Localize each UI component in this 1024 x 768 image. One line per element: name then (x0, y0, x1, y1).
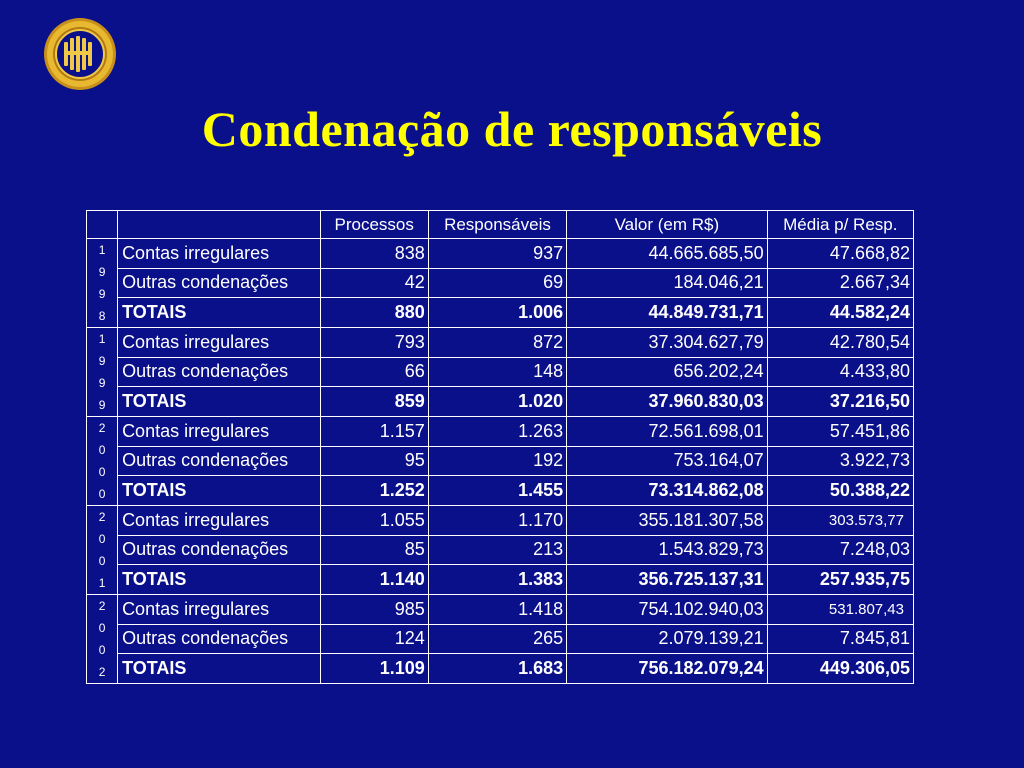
processos-cell: 793 (320, 328, 428, 358)
media-cell: 4.433,80 (767, 357, 913, 387)
processos-cell: 985 (320, 595, 428, 625)
responsaveis-cell: 1.455 (428, 476, 566, 506)
responsaveis-cell: 1.383 (428, 565, 566, 595)
responsaveis-cell: 213 (428, 535, 566, 565)
valor-cell: 37.960.830,03 (567, 387, 767, 417)
valor-cell: 754.102.940,03 (567, 595, 767, 625)
row-label: Outras condenações (118, 268, 320, 298)
table-row (87, 446, 914, 476)
media-cell: 303.573,77 (767, 506, 913, 536)
table-row (87, 357, 914, 387)
processos-cell: 859 (320, 387, 428, 417)
row-label: TOTAIS (118, 565, 320, 595)
table-total-row (87, 476, 914, 506)
processos-cell: 1.109 (320, 654, 428, 684)
header-processos: Processos (320, 211, 428, 239)
media-cell: 7.845,81 (767, 624, 913, 654)
responsaveis-cell: 1.418 (428, 595, 566, 625)
processos-cell: 1.140 (320, 565, 428, 595)
media-cell: 47.668,82 (767, 239, 913, 269)
row-label: Contas irregulares (118, 506, 320, 536)
year-label: 1 9 9 8 (87, 239, 118, 328)
row-label: Outras condenações (118, 357, 320, 387)
responsaveis-cell: 1.020 (428, 387, 566, 417)
responsaveis-cell: 1.170 (428, 506, 566, 536)
table-row (87, 506, 914, 536)
row-label: Contas irregulares (118, 595, 320, 625)
processos-cell: 838 (320, 239, 428, 269)
year-label: 2 0 0 2 (87, 595, 118, 684)
header-corner (87, 211, 118, 239)
table-row (87, 328, 914, 358)
media-cell: 531.807,43 (767, 595, 913, 625)
year-label: 2 0 0 0 (87, 417, 118, 506)
responsaveis-cell: 1.683 (428, 654, 566, 684)
row-label: Outras condenações (118, 624, 320, 654)
valor-cell: 37.304.627,79 (567, 328, 767, 358)
condenacoes-table (86, 210, 914, 684)
row-label: Outras condenações (118, 535, 320, 565)
table-total-row (87, 654, 914, 684)
valor-cell: 753.164,07 (567, 446, 767, 476)
responsaveis-cell: 265 (428, 624, 566, 654)
responsaveis-cell: 1.006 (428, 298, 566, 328)
media-cell: 37.216,50 (767, 387, 913, 417)
media-cell: 7.248,03 (767, 535, 913, 565)
valor-cell: 2.079.139,21 (567, 624, 767, 654)
table-row (87, 595, 914, 625)
media-cell: 257.935,75 (767, 565, 913, 595)
processos-cell: 1.252 (320, 476, 428, 506)
media-cell: 3.922,73 (767, 446, 913, 476)
processos-cell: 42 (320, 268, 428, 298)
processos-cell: 95 (320, 446, 428, 476)
processos-cell: 880 (320, 298, 428, 328)
valor-cell: 656.202,24 (567, 357, 767, 387)
row-label: Contas irregulares (118, 417, 320, 447)
table-body (87, 239, 914, 684)
valor-cell: 44.849.731,71 (567, 298, 767, 328)
year-label: 1 9 9 9 (87, 328, 118, 417)
table-row (87, 535, 914, 565)
year-label: 2 0 0 1 (87, 506, 118, 595)
valor-cell: 44.665.685,50 (567, 239, 767, 269)
table-row (87, 268, 914, 298)
header-media: Média p/ Resp. (767, 211, 913, 239)
processos-cell: 85 (320, 535, 428, 565)
page-title: Condenação de responsáveis (201, 101, 823, 157)
row-label: TOTAIS (118, 387, 320, 417)
table-row (87, 624, 914, 654)
processos-cell: 66 (320, 357, 428, 387)
media-cell: 2.667,34 (767, 268, 913, 298)
valor-cell: 356.725.137,31 (567, 565, 767, 595)
processos-cell: 124 (320, 624, 428, 654)
row-label: TOTAIS (118, 654, 320, 684)
media-cell: 44.582,24 (767, 298, 913, 328)
table-row (87, 239, 914, 269)
table-total-row (87, 298, 914, 328)
valor-cell: 756.182.079,24 (567, 654, 767, 684)
row-label: Contas irregulares (118, 239, 320, 269)
responsaveis-cell: 148 (428, 357, 566, 387)
media-cell: 50.388,22 (767, 476, 913, 506)
responsaveis-cell: 69 (428, 268, 566, 298)
responsaveis-cell: 1.263 (428, 417, 566, 447)
row-label: Contas irregulares (118, 328, 320, 358)
row-label: Outras condenações (118, 446, 320, 476)
tcu-seal-icon (42, 16, 118, 92)
table-header-row (87, 211, 914, 239)
responsaveis-cell: 937 (428, 239, 566, 269)
row-label: TOTAIS (118, 298, 320, 328)
table-total-row (87, 387, 914, 417)
media-cell: 42.780,54 (767, 328, 913, 358)
valor-cell: 73.314.862,08 (567, 476, 767, 506)
valor-cell: 355.181.307,58 (567, 506, 767, 536)
responsaveis-cell: 192 (428, 446, 566, 476)
header-responsaveis: Responsáveis (428, 211, 566, 239)
valor-cell: 72.561.698,01 (567, 417, 767, 447)
valor-cell: 184.046,21 (567, 268, 767, 298)
table-total-row (87, 565, 914, 595)
table-row (87, 417, 914, 447)
header-category (118, 211, 320, 239)
header-valor: Valor (em R$) (567, 211, 767, 239)
valor-cell: 1.543.829,73 (567, 535, 767, 565)
responsaveis-cell: 872 (428, 328, 566, 358)
media-cell: 449.306,05 (767, 654, 913, 684)
row-label: TOTAIS (118, 476, 320, 506)
processos-cell: 1.055 (320, 506, 428, 536)
media-cell: 57.451,86 (767, 417, 913, 447)
processos-cell: 1.157 (320, 417, 428, 447)
